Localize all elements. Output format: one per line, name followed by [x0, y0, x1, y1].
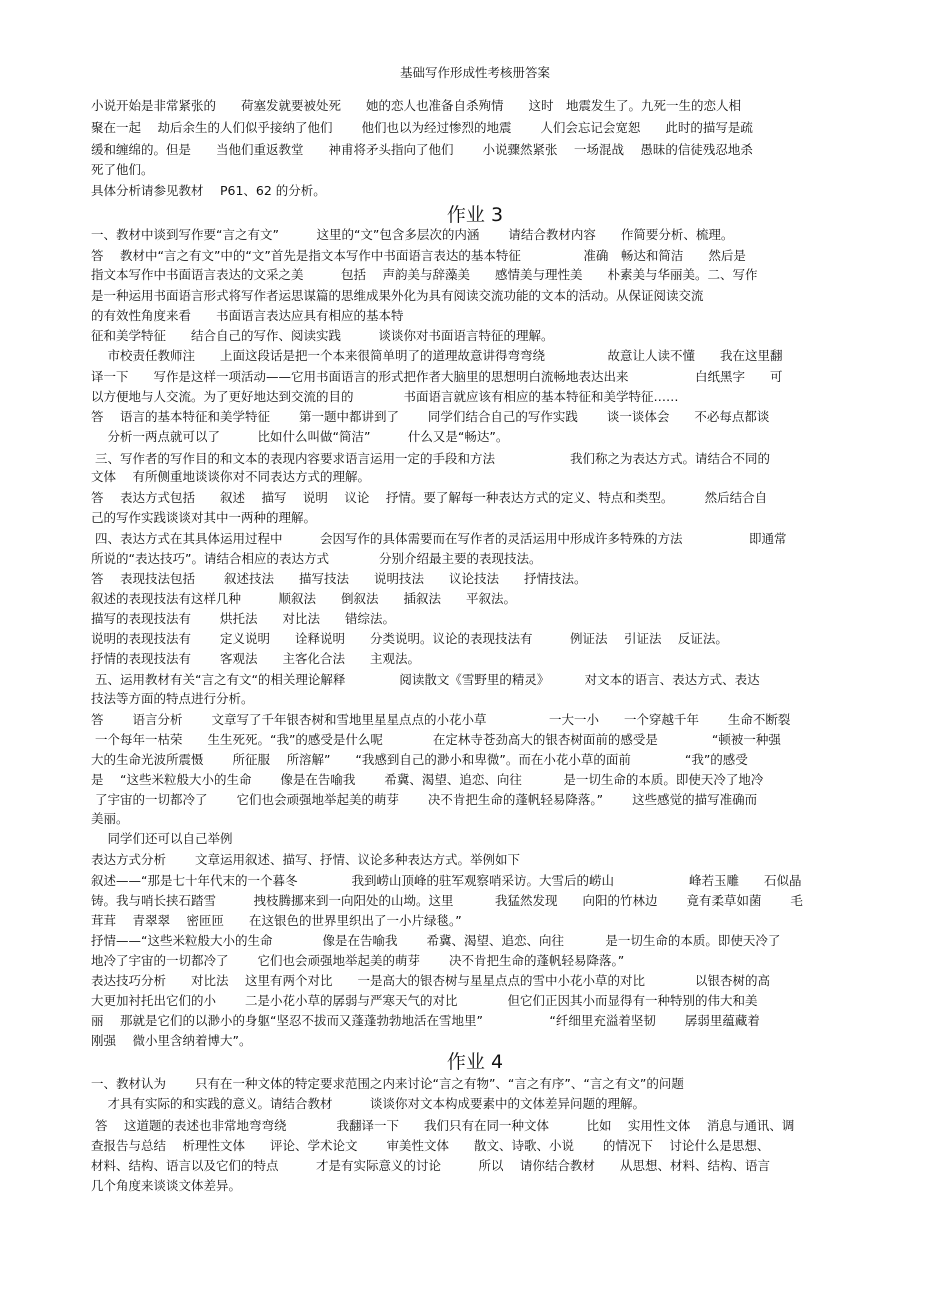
text-line: 缓和缠绵的。但是 当他们重返教堂 神甫将矛头指向了他们 小说骤然紧张 一场混战 愚昧的信徒残忍地杀	[91, 142, 753, 157]
text-line: 叙述——“那是七十年代末的一个暮冬 我到崂山顶峰的驻军观察哨采访。大雪后的崂山 峰若玉雕 石似晶	[91, 873, 802, 888]
text-line: 答 表达方式包括 叙述 描写 说明 议论 抒情。要了解每一种表达方式的定义、特点和类型。 然后结合自	[91, 490, 768, 505]
text-line: 五、运用教材有关“言之有文“的相关理论解释 阅读散文《雪野里的精灵》 对文本的语言、表达方式、表达	[91, 672, 760, 687]
text-line: 指文本写作中书面语言表达的文采之美 包括 声韵美与辞藻美 感情美与理性美 朴素美与华丽美。二、写作	[91, 267, 758, 282]
section-heading: 作业 3	[446, 204, 504, 226]
text-line: 几个角度来谈谈文体差异。	[91, 1178, 242, 1193]
text-line: 才具有实际的和实践的意义。请结合教材 谈谈你对文本构成要素中的文体差异问题的理解。	[91, 1096, 645, 1111]
text-line: 叙述的表现技法有这样几种 顺叙法 倒叙法 插叙法 平叙法。	[91, 591, 517, 606]
text-line: 大更加衬托出它们的小 二是小花小草的孱弱与严寒天气的对比 但它们正因其小而显得有一种特别的伟大和美	[91, 993, 758, 1008]
text-line: 一个每年一枯荣 生生死死。“我”的感受是什么呢 在定林寺苍劲高大的银杏树面前的感受是 “顿被一种强	[91, 732, 781, 747]
text-line: 的有效性角度来看 书面语言表达应具有相应的基本特	[91, 308, 404, 323]
text-line: 是 “这些米粒般大小的生命 像是在告喻我 希冀、渴望、追恋、向往 是一切生命的本质。即使天冷了地冷	[91, 772, 764, 787]
text-line: 抒情的表现技法有 客观法 主客化合法 主观法。	[91, 651, 420, 666]
text-line: 所说的“表达技巧”。请结合相应的表达方式 分别介绍最主要的表现技法。	[91, 551, 542, 566]
text-line: 三、写作者的写作目的和文本的表现内容要求语言运用一定的手段和方法 我们称之为表达方式。请结合不同的	[91, 451, 770, 466]
text-line: 地冷了宇宙的一切都冷了 它们也会顽强地举起美的萌芽 决不肯把生命的蓬帆轻易降落。”	[91, 953, 625, 968]
text-line: 同学们还可以自己举例	[91, 831, 233, 846]
text-line: 译一下 写作是这样一项活动——它用书面语言的形式把作者大脑里的思想明白流畅地表达出来 白纸黑字 可	[91, 369, 783, 384]
text-line: 一、教材中谈到写作要“言之有文” 这里的“文”包含多层次的内涵 请结合教材内容 作简要分析、梳理。	[91, 227, 734, 242]
text-line: 查报告与总结 析理性文体 评论、学术论文 审美性文体 散文、诗歌、小说 的情况下 讨论什么是思想、	[91, 1138, 770, 1153]
text-line: 答 语言分析 文章写了千年银杏树和雪地里星星点点的小花小草 一大一小 一个穿越千年 生命不断裂	[91, 712, 791, 727]
text-line: 抒情——“这些米粒般大小的生命 像是在告喻我 希冀、渴望、追恋、向往 是一切生命的本质。即使天冷了	[91, 933, 781, 948]
text-line: 茸茸 青翠翠 密匝匝 在这银色的世界里织出了一小片绿毯。”	[91, 913, 462, 928]
text-line: 表达方式分析 文章运用叙述、描写、抒情、议论多种表达方式。举例如下	[91, 852, 520, 867]
text-line: 是一种运用书面语言形式将写作者运思谋篇的思维成果外化为具有阅读交流功能的文本的活动。从保证阅读交流	[91, 288, 704, 303]
text-line: 市校责任教师注 上面这段话是把一个本来很简单明了的道理故意讲得弯弯绕 故意让人读不懂 我在这里翻	[91, 348, 783, 363]
section-heading: 作业 4	[446, 1051, 504, 1073]
text-line: 铸。我与哨长挟石踏雪 拽枝腾挪来到一向阳处的山坳。这里 我猛然发现 向阳的竹林边 竟有柔草如菌 毛	[91, 893, 803, 908]
text-line: 具体分析请参见教材 P61、62 的分析。	[91, 183, 326, 198]
text-line: 答 教材中“言之有文”中的“文”首先是指文本写作中书面语言表达的基本特征 准确 畅达和简洁 然后是	[91, 248, 746, 263]
text-line: 美丽。	[91, 811, 129, 826]
text-line: 以方便地与人交流。为了更好地达到交流的目的 书面语言就应该有相应的基本特征和美学特征……	[91, 389, 679, 404]
text-line: 丽 那就是它们的以渺小的身躯“坚忍不拔而又蓬蓬勃勃地活在雪地里” “纤细里充溢着坚韧 孱弱里蕴藏着	[91, 1013, 760, 1028]
text-line: 文体 有所侧重地谈谈你对不同表达方式的理解。	[91, 469, 370, 484]
text-line: 答 语言的基本特征和美学特征 第一题中都讲到了 同学们结合自己的写作实践 谈一谈体会 不必每点都谈	[91, 409, 770, 424]
text-line: 答 表现技法包括 叙述技法 描写技法 说明技法 议论技法 抒情技法。	[91, 571, 587, 586]
text-line: 说明的表现技法有 定义说明 诠释说明 分类说明。议论的表现技法有 例证法 引证法 反证法。	[91, 631, 728, 646]
text-line: 分析一两点就可以了 比如什么叫做“简洁” 什么又是“畅达”。	[91, 429, 509, 444]
text-line: 己的写作实践谈谈对其中一两种的理解。	[91, 510, 317, 525]
text-line: 征和美学特征 结合自己的写作、阅读实践 谈谈你对书面语言特征的理解。	[91, 328, 554, 343]
document-title: 基础写作形成性考核册答案	[399, 65, 550, 80]
text-line: 材料、结构、语言以及它们的特点 才是有实际意义的讨论 所以 请你结合教材 从思想、材料、结构、语言	[91, 1158, 770, 1173]
text-line: 小说开始是非常紧张的 荷塞发就要被处死 她的恋人也准备自杀殉情 这时 地震发生了。九死一生的恋人相	[91, 98, 742, 113]
text-line: 描写的表现技法有 烘托法 对比法 错综法。	[91, 611, 395, 626]
text-line: 一、教材认为 只有在一种文体的特定要求范围之内来讨论“言之有物”、“言之有序”、“言之有文”的问题	[91, 1076, 684, 1091]
text-line: 表达技巧分析 对比法 这里有两个对比 一是高大的银杏树与星星点点的雪中小花小草的对比 以银杏树的高	[91, 973, 770, 988]
text-line: 答 这道题的表述也非常地弯弯绕 我翻译一下 我们只有在同一种文体 比如 实用性文体 消息与通讯、调	[91, 1118, 795, 1133]
text-line: 技法等方面的特点进行分析。	[91, 691, 254, 706]
text-line: 大的生命光波所震慑 所征服 所溶解” “我感到自己的渺小和卑微”。而在小花小草的面前 “我”的感受	[91, 752, 748, 767]
text-line: 了宇宙的一切都冷了 它们也会顽强地举起美的萌芽 决不肯把生命的蓬帆轻易降落。” 这些感觉的描写准确而	[91, 792, 758, 807]
text-line: 刚强 微小里含纳着博大”。	[91, 1033, 252, 1048]
text-line: 死了他们。	[91, 162, 154, 177]
text-line: 聚在一起 劫后余生的人们似乎接纳了他们 他们也以为经过惨烈的地震 人们会忘记会宽恕 此时的描写是疏	[91, 120, 753, 135]
text-line: 四、表达方式在其具体运用过程中 会因写作的具体需要而在写作者的灵活运用中形成许多特殊的方法 即通常	[91, 531, 787, 546]
